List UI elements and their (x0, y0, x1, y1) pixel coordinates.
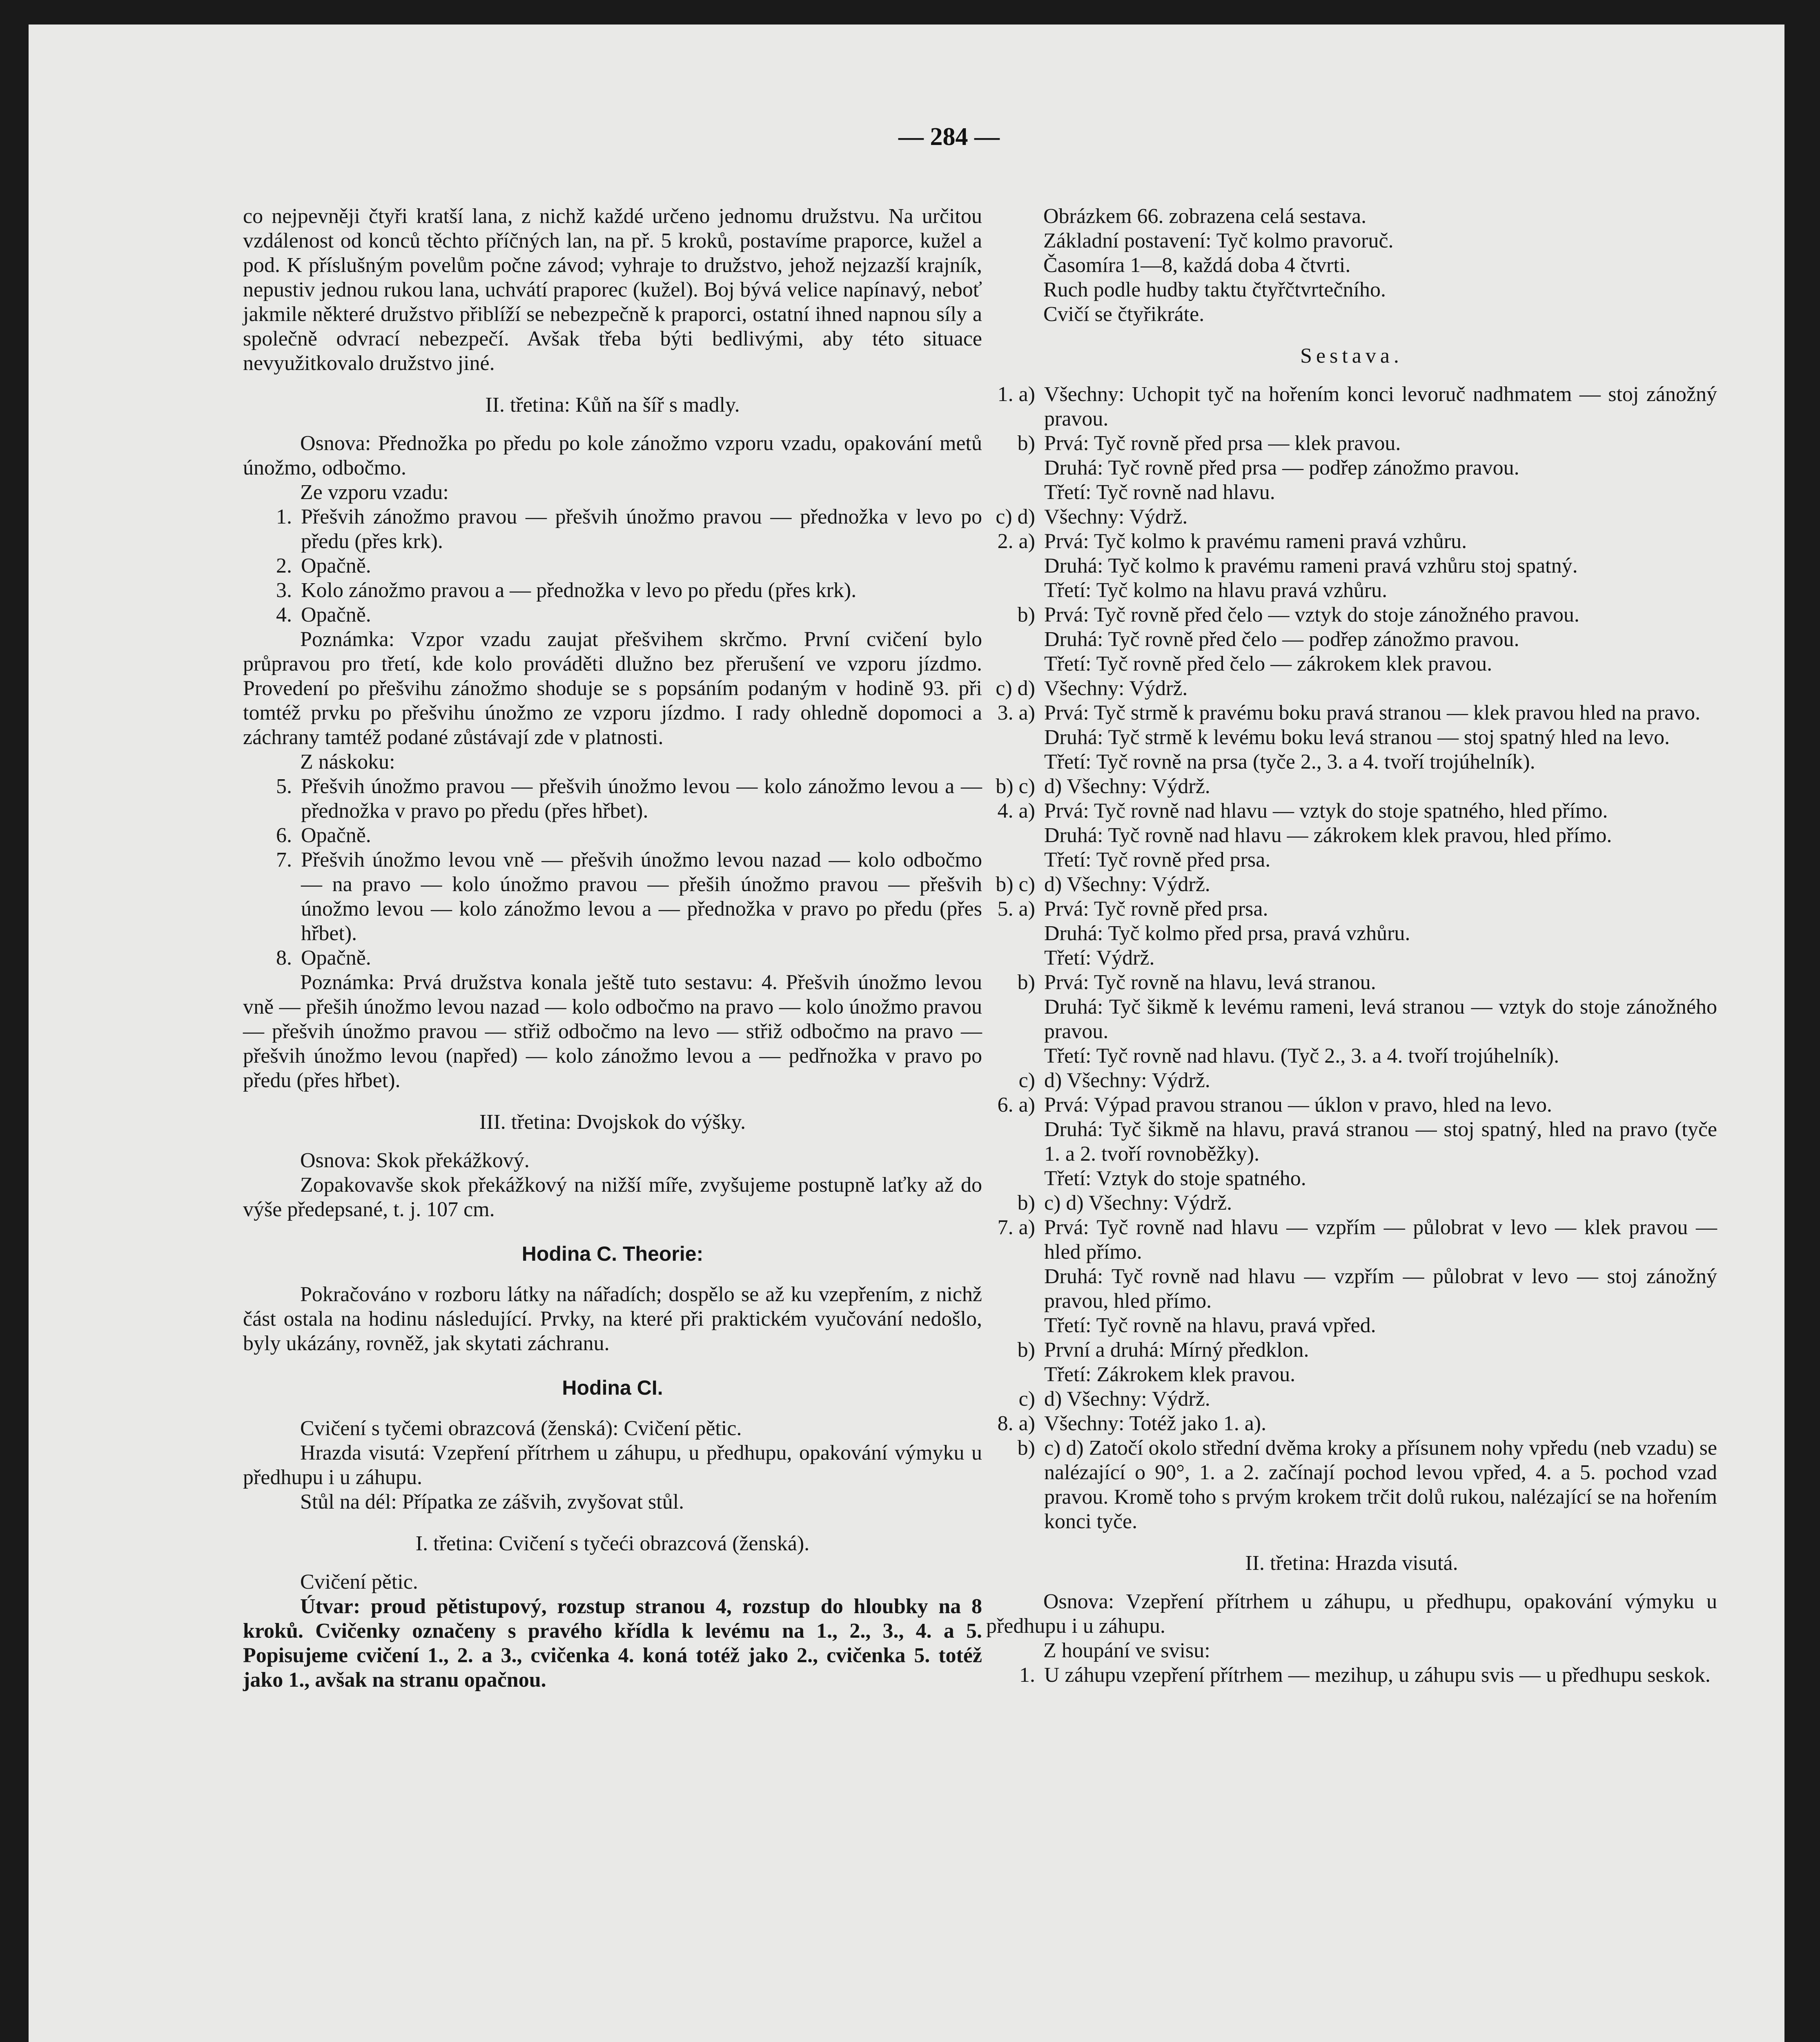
list-item: 2. Opačně. (276, 554, 371, 577)
sestava-step: 7. a) Prvá: Tyč rovně nad hlavu — vzpřím — půlobrat v levo — klek pravou — hled přímo. (997, 1216, 1717, 1264)
cviceni-tycemi: Cvičení s tyčemi obrazcová (ženská): Cvičení pětic. (300, 1417, 742, 1440)
sestava-step: Druhá: Tyč kolmo k pravému rameni pravá vzhůru stoj spatný. (1044, 554, 1578, 577)
poznamka-2: Poznámka: Prvá družstva konala ještě tuto sestavu: 4. Přešvih únožmo levou vně — přeših únožmo levou nazad — kolo odbočmo na pravo — kolo únožmo pravou — přešvih únožmo pravou — střiž odbočmo na levo — střiž odbočmo na pravo — přešvih únožmo levou (napřed) — kolo zánožmo levou a — pedřnožka v pravo po předu (přes hřbet). (243, 971, 982, 1092)
sestava-step: 8. a) Všechny: Totéž jako 1. a). (997, 1412, 1267, 1435)
hrazda-visuta: Hrazda visutá: Vzepření přítrhem u záhupu, u předhupu, opakování výmyku u předhupu i u záhupu. (243, 1441, 982, 1489)
sestava-step: b) c) d) Všechny: Výdrž. (1017, 1191, 1232, 1215)
sestava-step: b) První a druhá: Mírný předklon. (1017, 1338, 1309, 1362)
list-item: 8. Opačně. (276, 946, 371, 970)
sestava-step: c) d) Všechny: Výdrž. (1018, 1069, 1210, 1092)
intro-line: Základní postavení: Tyč kolmo pravoruč. (1043, 229, 1394, 252)
intro-paragraph: co nejpevněji čtyři kratší lana, z nichž každé určeno jednomu družstvu. Na určitou vzdálenost od konců těchto příčných lan, na př. 5 kroků, postavíme praporce, kužel a pod. K příslušným povelům počne závod; vyhraje to družstvo, jehož nejzazší krajník, nepustiv jednou rukou lana, uchvátí praporec (kužel). Boj bývá velice napínavý, neboť jakmile některé družstvo přiblíží se nebezpečně k praporci, ostatní ihned napnou síly a společně odvrací nebezpečí. Avšak třeba býti bedlivými, aby této situace nevyužitkovalo družstvo jiné. (243, 205, 982, 375)
sestava-step: Třetí: Tyč rovně před prsa. (1044, 848, 1271, 872)
section-heading-dvojskok: III. třetina: Dvojskok do výšky. (479, 1110, 746, 1134)
sestava-steps (986, 382, 1717, 1534)
osnova-hrazda: Osnova: Vzepření přítrhem u záhupu, u předhupu, opakování výmyku u předhupu i u záhupu. (986, 1590, 1717, 1638)
sestava-step: Třetí: Zákrokem klek pravou. (1044, 1363, 1296, 1386)
dvojskok-text: Zopakovavše skok překážkový na nižší míře, zvyšujeme postupně laťky až do výše předepsané, t. j. 107 cm. (243, 1173, 982, 1221)
right-column (986, 204, 1717, 1688)
sestava-step: Třetí: Tyč kolmo na hlavu pravá vzhůru. (1044, 579, 1388, 602)
subheading-z-naskoku: Z náskoku: (300, 750, 395, 774)
intro-line: Ruch podle hudby taktu čtyřčtvrtečního. (1043, 278, 1386, 301)
section-heading-kun: II. třetina: Kůň na šíř s madly. (485, 393, 740, 417)
page-number: — 284 — (898, 123, 1000, 151)
heading-hodina-ci: Hodina CI. (562, 1376, 663, 1399)
sestava-step: b) Prvá: Tyč rovně před čelo — vztyk do stoje zánožného pravou. (1017, 603, 1579, 626)
sestava-step: b) c) d) Všechny: Výdrž. (996, 775, 1210, 798)
tretina-2-heading: II. třetina: Hrazda visutá. (1245, 1552, 1458, 1575)
poznamka-1: Poznámka: Vzpor vzadu zaujat přešvihem skrčmo. První cvičení bylo průpravou pro třetí, kde kolo prováděti dlužno bez přerušení ve vzporu jízdmo. Provedení po přešvihu zánožmo shoduje se s popsáním podaným v hodině 93. při tomtéž prvku po přešvihu únožmo ze vzporu jízdmo. I rady ohledně dopomoci a záchrany tamtéž podané zůstávají zde v platnosti. (243, 628, 982, 749)
sestava-step: Třetí: Tyč rovně na hlavu, pravá vpřed. (1044, 1314, 1376, 1337)
list-item: 1. U záhupu vzepření přítrhem — mezihup, u záhupu svis — u předhupu seskok. (1019, 1663, 1711, 1687)
sestava-step: 3. a) Prvá: Tyč strmě k pravému boku pravá stranou — klek pravou hled na pravo. (997, 701, 1700, 725)
list-item: 3. Kolo zánožmo pravou a — přednožka v levo po předu (přes krk). (276, 579, 857, 602)
sestava-step: Třetí: Tyč rovně na prsa (tyče 2., 3. a 4. tvoří trojúhelník). (1044, 750, 1535, 774)
sestava-step: Druhá: Tyč rovně před čelo — podřep zánožmo pravou. (1044, 628, 1519, 651)
sestava-step: c) d) Všechny: Výdrž. (996, 505, 1188, 528)
intro-line: Cvičí se čtyřikráte. (1043, 303, 1205, 326)
sestava-step: 6. a) Prvá: Výpad pravou stranou — úklon v pravo, hled na levo. (997, 1093, 1552, 1117)
utvar-paragraph: Útvar: proud pětistupový, rozstup stranou 4, rozstup do hloubky na 8 kroků. Cvičenky označeny s pravého křídla k levému na 1., 2., 3., 4. a 5. Popisujeme cvičení 1., 2. a 3., cvičenka 4. koná totéž jako 2., cvičenka 5. totéž jako 1., avšak na stranu opačnou. (243, 1595, 982, 1692)
subheading-ze-vzporu: Ze vzporu vzadu: (300, 481, 449, 504)
tretina-1-heading: I. třetina: Cvičení s tyčeći obrazcová (ženská). (415, 1532, 810, 1555)
intro-line: Obrázkem 66. zobrazena celá sestava. (1043, 205, 1367, 228)
sestava-step: c) d) Všechny: Výdrž. (996, 677, 1188, 700)
sestava-step: Druhá: Tyč rovně nad hlavu — vzpřím — půlobrat v levo — stoj zánožný pravou, hled přímo. (1044, 1265, 1717, 1313)
osnova-kun: Osnova: Přednožka po předu po kole zánožmo vzporu vzadu, opakování metů únožmo, odbočmo. (243, 432, 982, 479)
sestava-step: Druhá: Tyč rovně nad hlavu — zákrokem klek pravou, hled přímo. (1044, 824, 1612, 847)
sestava-step: Třetí: Výdrž. (1044, 946, 1155, 970)
sestava-step: Třetí: Vztyk do stoje spatného. (1044, 1167, 1306, 1190)
sestava-step: Třetí: Tyč rovně nad hlavu. (Tyč 2., 3. a 4. tvoří trojúhelník). (1044, 1044, 1559, 1068)
cviceni-petic: Cvičení pětic. (300, 1570, 418, 1594)
list-item: 1. Přešvih zánožmo pravou — přešvih únožmo pravou — přednožka v levo po předu (přes krk). (276, 505, 982, 553)
hodina-c-text: Pokračováno v rozboru látky na nářadích; dospělo se až ku vzepřením, z nichž část ostala na hodinu následující. Prvky, na které při praktickém vyučování nedošlo, byly ukázány, rovněž, jak skytati záchranu. (243, 1283, 982, 1355)
sestava-step: b) Prvá: Tyč rovně před prsa — klek pravou. (1017, 432, 1401, 455)
sestava-step: Druhá: Tyč strmě k levému boku levá stranou — stoj spatný hled na levo. (1044, 726, 1670, 749)
sestava-step: Druhá: Tyč šikmě na hlavu, pravá stranou — stoj spatný, hled na pravo (tyče 1. a 2. tvoří rovnoběžky). (1044, 1118, 1717, 1166)
heading-hodina-c: Hodina C. Theorie: (521, 1242, 704, 1265)
sestava-heading: Sestava. (1300, 344, 1403, 368)
stul-na-del: Stůl na dél: Přípatka ze zášvih, zvyšovat stůl. (300, 1490, 684, 1514)
subheading-z-houpani: Z houpání ve svisu: (1043, 1639, 1210, 1662)
sestava-step: 4. a) Prvá: Tyč rovně nad hlavu — vztyk do stoje spatného, hled přímo. (997, 799, 1608, 823)
left-column (243, 204, 982, 1692)
list-item: 4. Opačně. (276, 603, 371, 626)
sestava-step: Druhá: Tyč šikmě k levému rameni, levá stranou — vztyk do stoje zánožného pravou. (1044, 995, 1717, 1043)
osnova-dvojskok: Osnova: Skok překážkový. (300, 1149, 530, 1172)
sestava-step: b) Prvá: Tyč rovně na hlavu, levá stranou. (1017, 971, 1376, 994)
sestava-step: Druhá: Tyč rovně před prsa — podřep zánožmo pravou. (1044, 456, 1519, 479)
sestava-step: 1. a) Všechny: Uchopit tyč na hořením konci levoruč nadhmatem — stoj zánožný pravou. (997, 383, 1717, 430)
sestava-step: 2. a) Prvá: Tyč kolmo k pravému rameni pravá vzhůru. (997, 530, 1467, 553)
sestava-step: b) c) d) Zatočí okolo střední dvěma kroky a přísunem nohy vpředu (neb vzadu) se nalézající o 90°, 1. a 2. začínají pochod levou vpřed, 4. a 5. pochod vzad pravou. Kromě toho s prvým krokem trčit dolů rukou, nalézající se na hořením konci tyče. (1017, 1436, 1717, 1533)
sestava-step: Třetí: Tyč rovně před čelo — zákrokem klek pravou. (1044, 652, 1493, 675)
sestava-step: b) c) d) Všechny: Výdrž. (996, 873, 1210, 896)
sestava-step: Třetí: Tyč rovně nad hlavu. (1044, 481, 1275, 504)
list-item: 5. Přešvih únožmo pravou — přešvih únožmo levou — kolo zánožmo levou a — přednožka v pravo po předu (přes hřbet). (276, 775, 982, 823)
scanned-page (29, 25, 1784, 2042)
list-item: 6. Opačně. (276, 824, 371, 847)
list-item: 7. Přešvih únožmo levou vně — přešvih únožmo levou nazad — kolo odbočmo — na pravo — kolo únožmo pravou — přeših únožmo pravou — přešvih únožmo levou — kolo zánožmo levou a — přednožka v pravo po předu (přes hřbet). (276, 848, 982, 945)
intro-line: Časomíra 1—8, každá doba 4 čtvrti. (1043, 254, 1351, 277)
sestava-step: c) d) Všechny: Výdrž. (1018, 1387, 1210, 1411)
sestava-step: 5. a) Prvá: Tyč rovně před prsa. (997, 897, 1268, 921)
sestava-step: Druhá: Tyč kolmo před prsa, pravá vzhůru. (1044, 922, 1410, 945)
